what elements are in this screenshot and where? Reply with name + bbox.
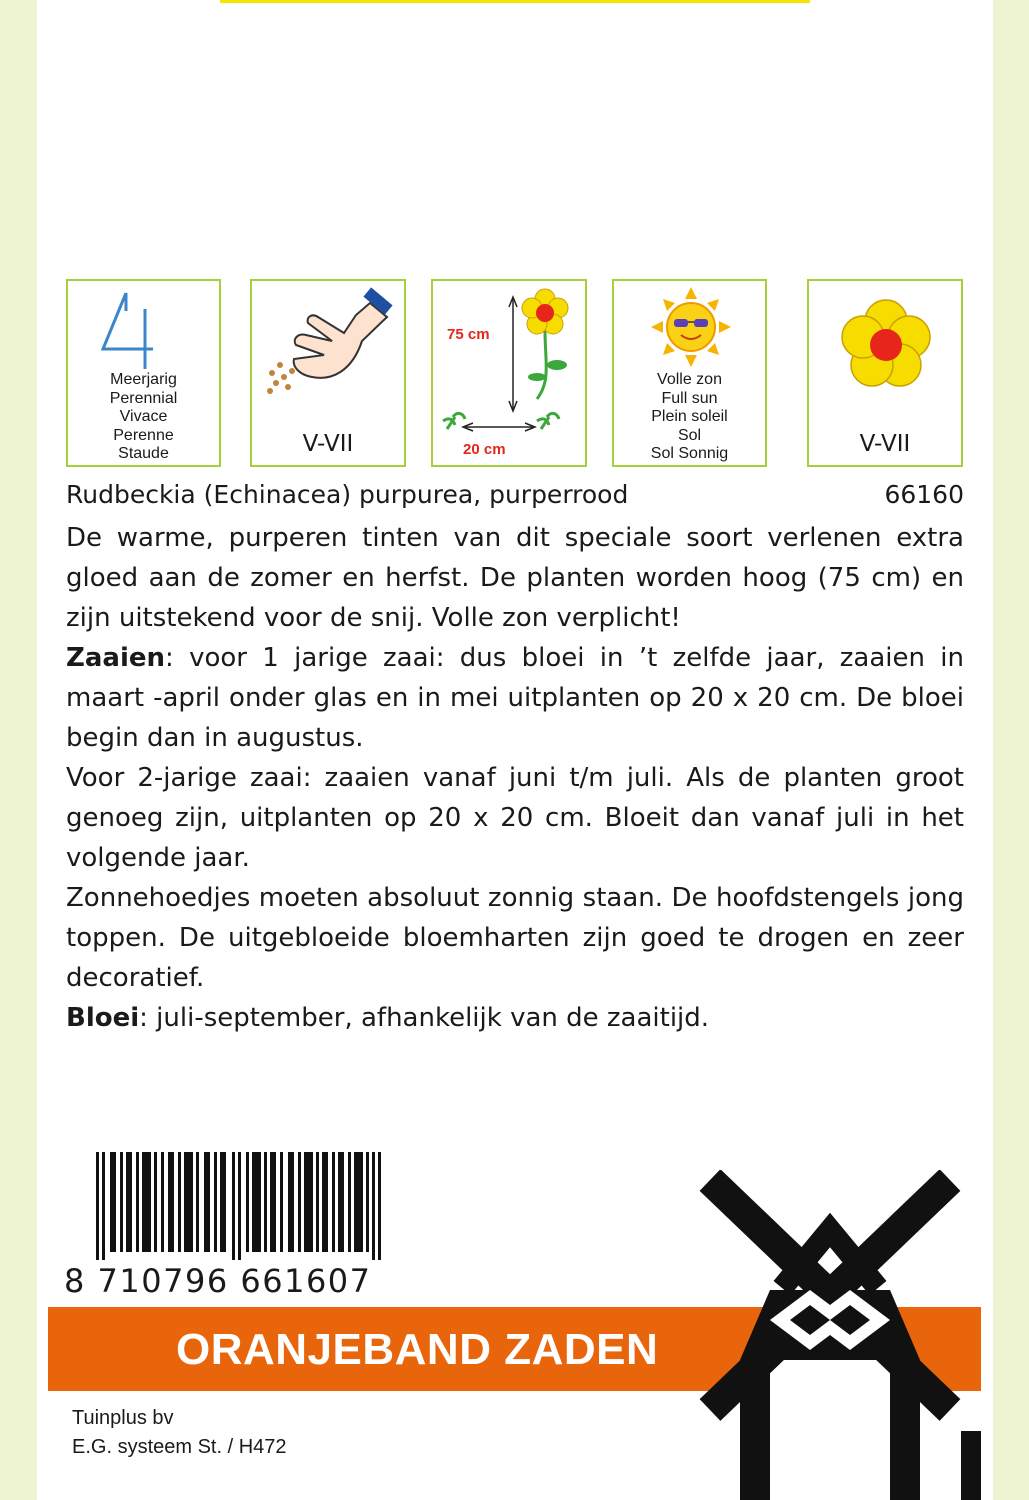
yellow-flower-icon [809, 281, 965, 411]
perennial-label-en: Perennial [109, 389, 178, 407]
product-description [66, 518, 964, 1038]
sun-label-fr: Plein soleil [651, 408, 728, 425]
bloom-paragraph [66, 998, 964, 1038]
perennial-label-es: Perenne [113, 426, 174, 444]
plant-spacing-icon [433, 281, 589, 469]
perennial-label-nl: Meerjarig [110, 371, 177, 388]
sowing-period-text: V-VII [302, 431, 354, 457]
description-intro: De warme, purperen tinten van dit speciale soort verlenen extra gloed aan de zomer en herfst. De planten worden hoog (75 cm) en zijn uitstekend voor de snij. Volle zon verplicht! [66, 523, 964, 633]
perennial-numeral: 4 [68, 281, 69, 282]
top-color-stripe [220, 0, 810, 3]
number-four-icon [68, 281, 223, 376]
sun-icon [614, 281, 769, 371]
bloom-period-box [807, 279, 963, 467]
bloom-label: Bloei [66, 1003, 140, 1033]
company-name: Tuinplus bv [72, 1407, 174, 1429]
footer-info [72, 1404, 287, 1462]
barcode-digits: 8 710796 661607 [64, 1262, 372, 1300]
perennial-label-fr: Vivace [119, 408, 168, 425]
perennial-label-de: Staude [118, 445, 169, 462]
brand-name: ORANJEBAND ZADEN [176, 1325, 659, 1374]
sun-label-de: Sol Sonnig [650, 445, 729, 462]
windmill-logo-icon [690, 1170, 970, 1500]
care-paragraph: Zonnehoedjes moeten absoluut zonnig staan. De hoofdstengels jong toppen. De uitgebloeide bloemharten zijn goed te drogen en zeer decoratief. [66, 883, 964, 993]
product-title-row [66, 480, 964, 516]
sun-requirement-box [612, 279, 767, 467]
sowing-label: Zaaien [66, 643, 165, 673]
sun-label-es: Sol [677, 426, 702, 444]
barcode-bars [66, 1150, 416, 1260]
product-name: Rudbeckia (Echinacea) purpurea, purperrood [66, 480, 629, 509]
plant-spacing-box [431, 279, 587, 467]
biennial-paragraph: Voor 2-jarige zaai: zaaien vanaf juni t/m juli. Als de planten groot genoeg zijn, uitplanten op 20 x 20 cm. Bloeit dan vanaf juli in het volgende jaar. [66, 763, 964, 873]
spacing-height-label: 75 cm [447, 326, 490, 343]
perennial-info-box [66, 279, 221, 467]
sowing-paragraph [66, 638, 964, 758]
hand-sowing-seeds-icon [252, 281, 408, 401]
bloom-text: : juli-september, afhankelijk van de zaaitijd. [139, 1003, 710, 1033]
sun-label-en: Full sun [661, 389, 718, 407]
spacing-width-label: 20 cm [463, 441, 506, 458]
certification-text: E.G. systeem St. / H472 [72, 1436, 287, 1458]
sowing-text: : voor 1 jarige zaai: dus bloei in ’t zelfde jaar, zaaien in maart -april onder glas en in mei uitplanten op 20 x 20 cm. De bloei begin dan in augustus. [66, 643, 964, 753]
sun-label-nl: Volle zon [657, 371, 722, 388]
sowing-period-box [250, 279, 406, 467]
product-code: 66160 [884, 480, 964, 509]
print-mark [961, 1431, 981, 1500]
bloom-period-text: V-VII [859, 431, 911, 457]
